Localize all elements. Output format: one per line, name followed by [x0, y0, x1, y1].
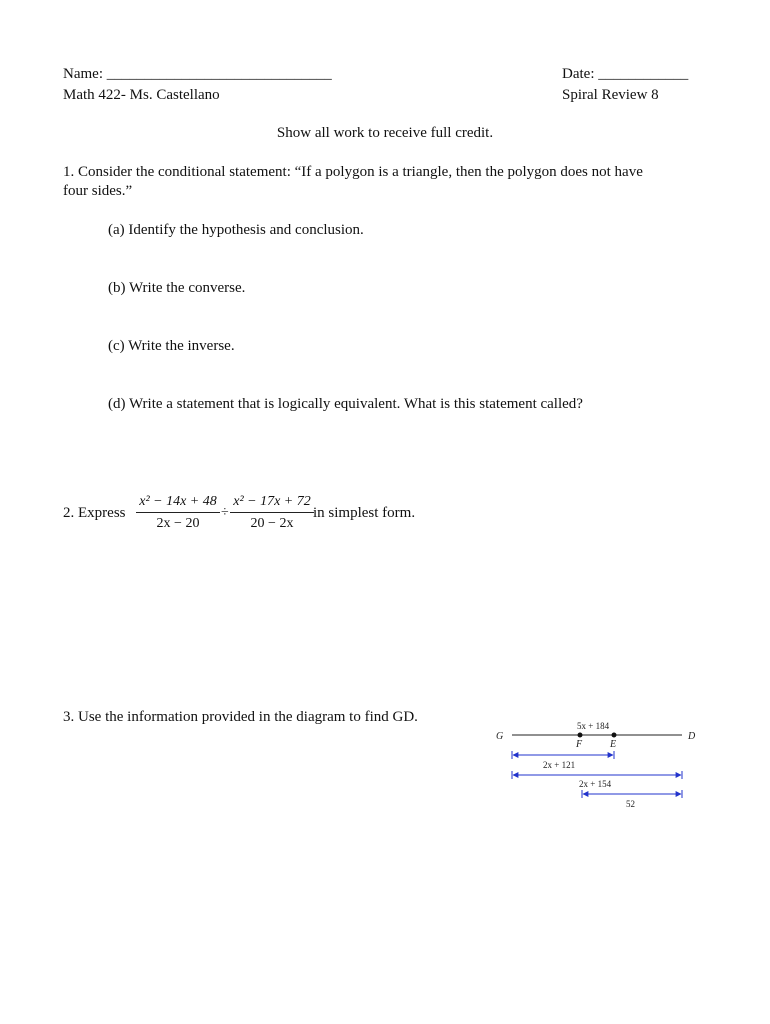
course-label: Math 422- Ms. Castellano: [63, 87, 220, 103]
point-E-label: E: [610, 739, 617, 750]
point-E-dot: [612, 733, 617, 738]
label-FE: 5x + 184: [577, 721, 610, 731]
assignment-title: Spiral Review 8: [562, 87, 659, 103]
fraction-1: [136, 495, 220, 531]
q2-prefix: 2. Express: [63, 505, 126, 521]
q1-part-a: (a) Identify the hypothesis and conclusion.: [108, 222, 364, 238]
fraction-1-denominator: 2x − 20: [156, 516, 200, 531]
q3-text: 3. Use the information provided in the diagram to find GD.: [63, 709, 418, 725]
name-line[interactable]: Name: ______________________________: [63, 66, 332, 82]
q1-part-b: (b) Write the converse.: [108, 280, 246, 296]
point-F-label: F: [576, 739, 583, 750]
label-FD: 52: [626, 799, 635, 809]
point-F-dot: [578, 733, 583, 738]
divide-operator: ÷: [221, 505, 229, 520]
label-GE: 2x + 121: [543, 760, 576, 770]
segment-diagram: [490, 716, 710, 816]
point-D-label: D: [688, 731, 696, 742]
fraction-1-numerator: x² − 14x + 48: [139, 494, 217, 509]
fraction-2-numerator: x² − 17x + 72: [233, 494, 311, 509]
date-line[interactable]: Date: ____________: [562, 66, 689, 82]
q1-part-d: (d) Write a statement that is logically equivalent. What is this statement called?: [108, 396, 583, 412]
q1-stem-line1: 1. Consider the conditional statement: “If a polygon is a triangle, then the polygon does not have: [63, 164, 643, 180]
q2-suffix: in simplest form.: [313, 505, 416, 521]
q1-stem-line2: four sides.”: [63, 183, 133, 199]
instructions: Show all work to receive full credit.: [276, 125, 494, 141]
label-GD: 2x + 154: [579, 779, 612, 789]
fraction-2: [230, 495, 314, 531]
point-G-label: G: [496, 731, 504, 742]
q1-part-c: (c) Write the inverse.: [108, 338, 235, 354]
fraction-2-denominator: 20 − 2x: [250, 516, 294, 531]
